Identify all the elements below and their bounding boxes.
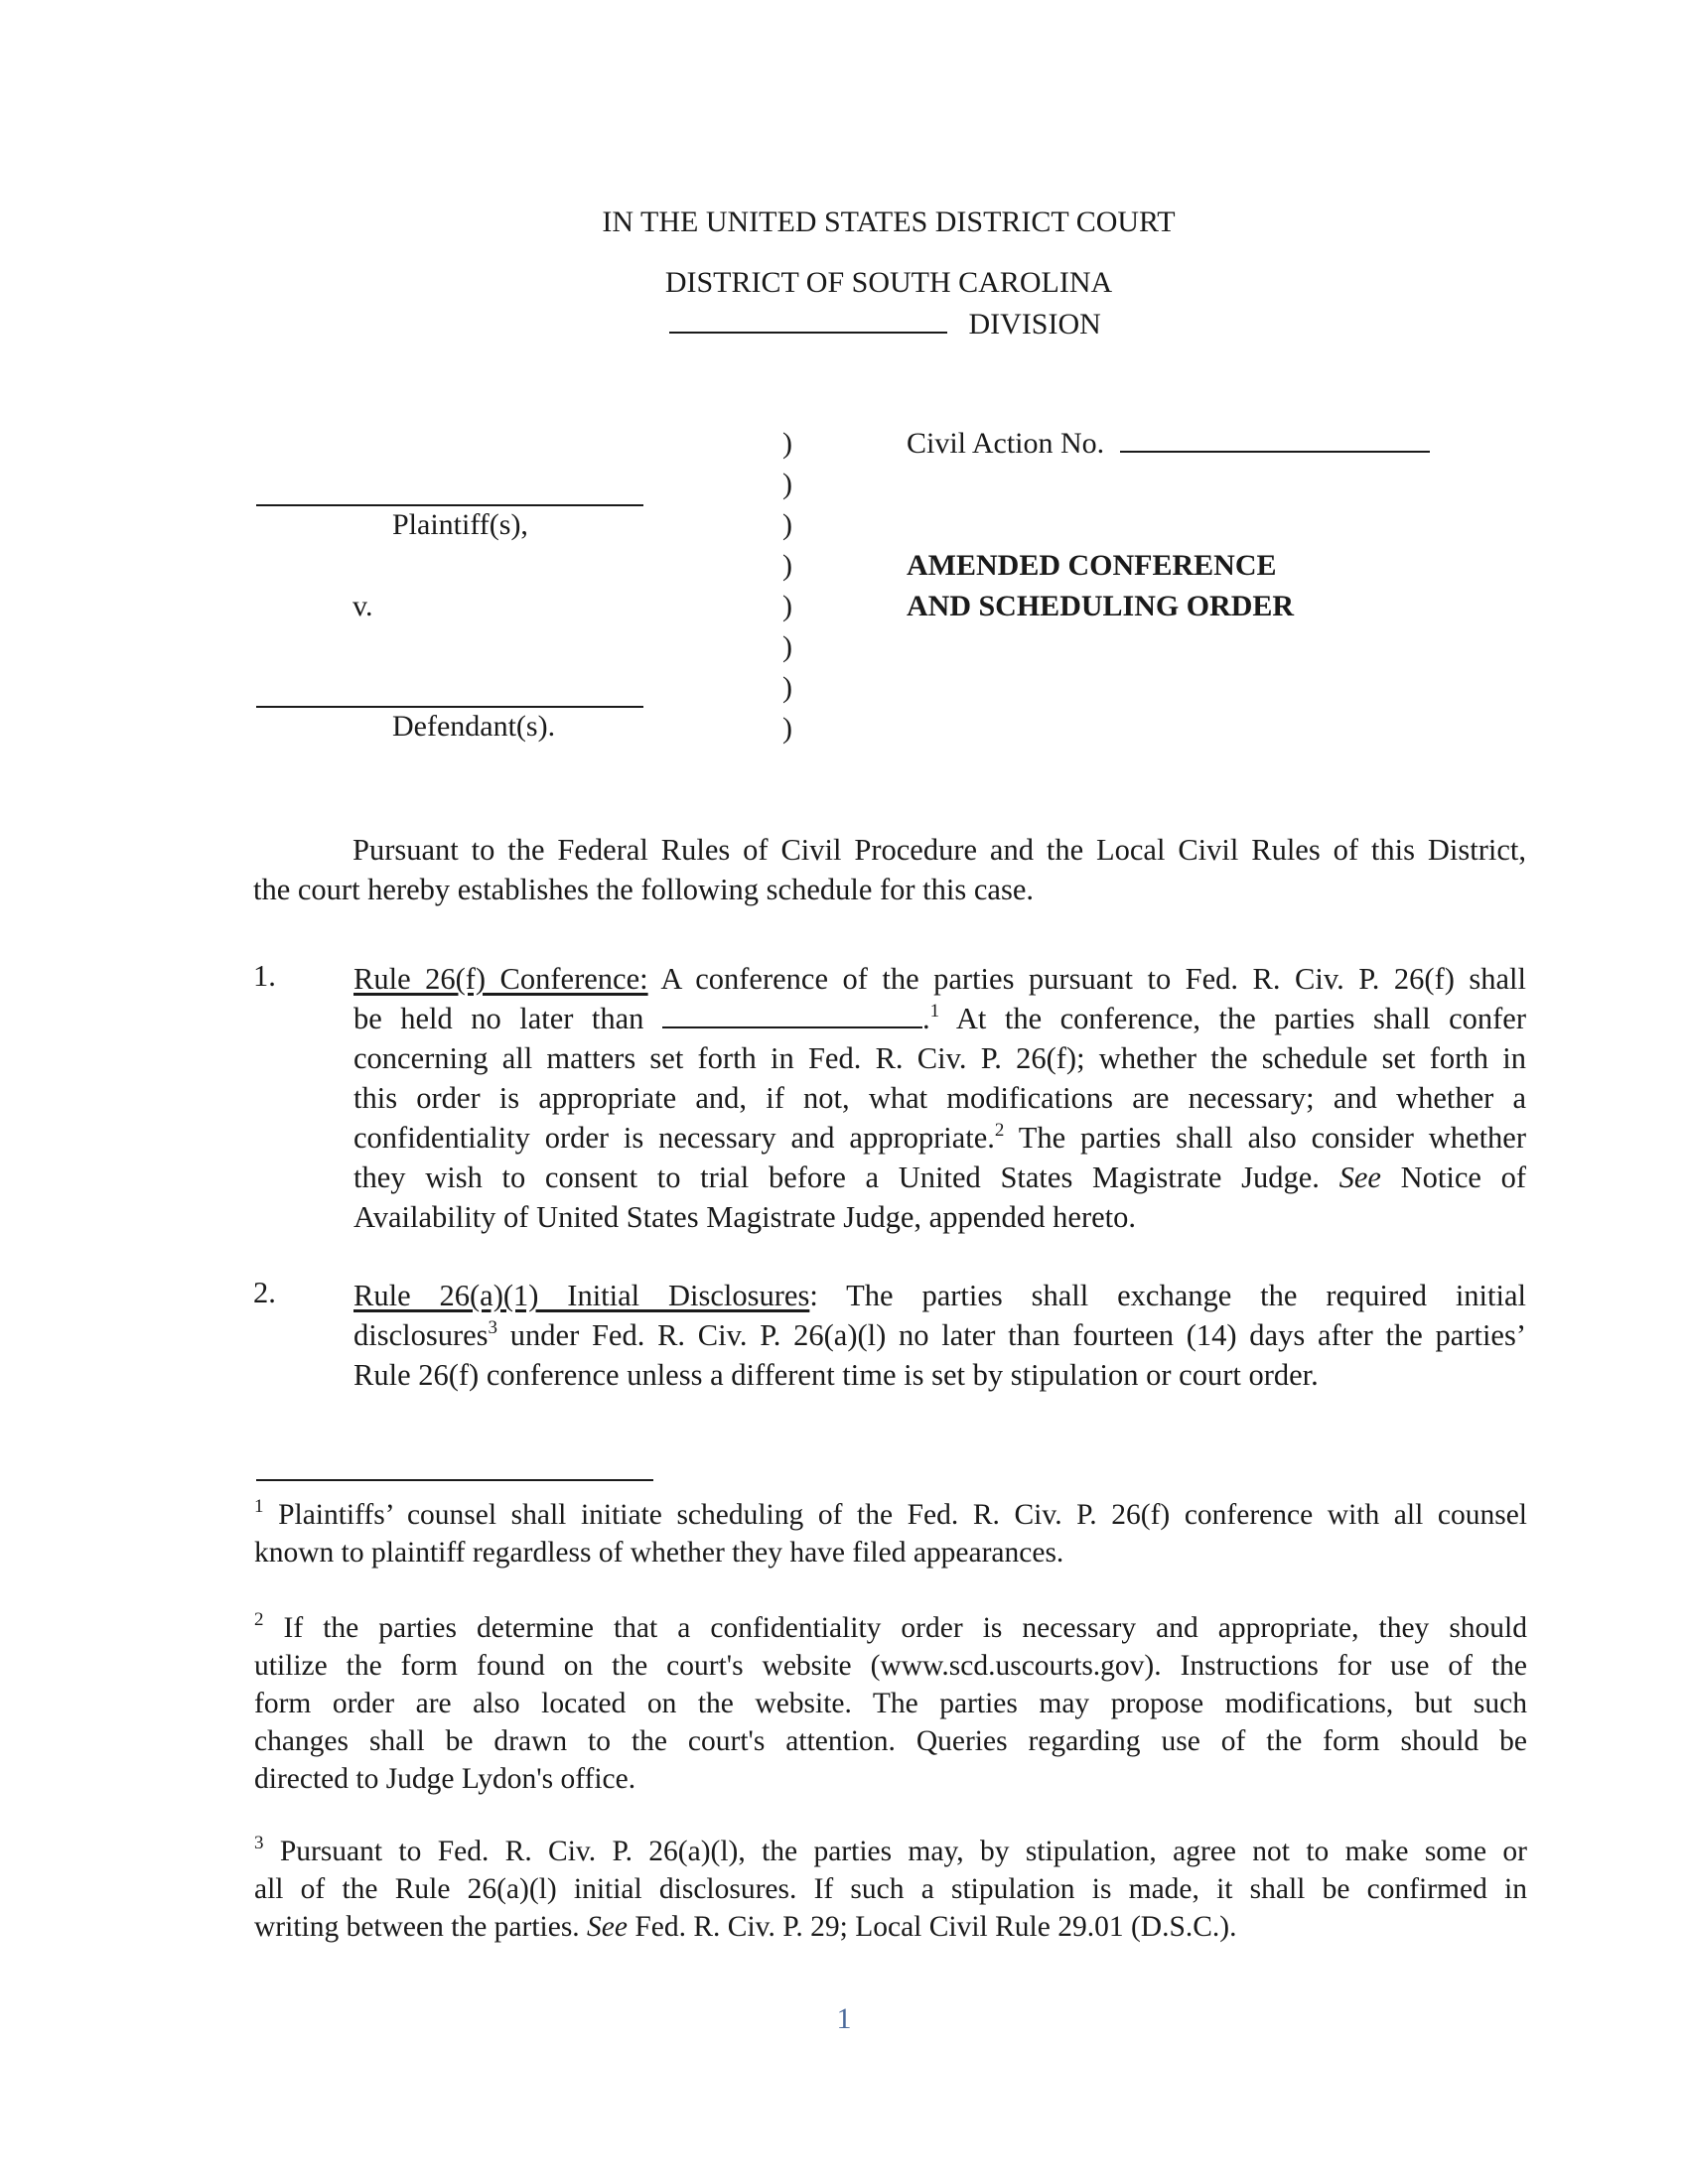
footnote-text: If the parties determine that a confidentiality order is necessary and appropriate, they should — [263, 1612, 1527, 1644]
item-text: Notice of — [1400, 1160, 1526, 1194]
caption-paren: ) — [782, 590, 792, 622]
civil-action-blank[interactable] — [1120, 451, 1430, 453]
footnote-text: all of the Rule 26(a)(l) initial disclosures. If such a stipulation is made, it shall be confirmed in — [254, 1873, 1527, 1905]
item-text: they wish to consent to trial before a United States Magistrate Judge. — [353, 1160, 1320, 1194]
caption-paren: ) — [782, 427, 792, 460]
item-number: 2. — [253, 1276, 276, 1309]
division-line — [669, 308, 1101, 341]
footnote-text: writing between the parties. — [254, 1911, 580, 1943]
item-text: Rule 26(f) conference unless a different time is set by stipulation or court order. — [353, 1358, 1319, 1392]
footnote-text: Fed. R. Civ. P. 29; Local Civil Rule 29.01 (D.S.C.). — [627, 1911, 1237, 1943]
item-heading: Rule 26(f) Conference: — [353, 962, 648, 996]
item-text: this order is appropriate and, if not, what modifications are necessary; and whether a — [353, 1081, 1526, 1115]
plaintiff-label: Plaintiff(s), — [392, 508, 528, 541]
item-text: under Fed. R. Civ. P. 26(a)(l) no later than fourteen (14) days after the parties’ — [497, 1318, 1526, 1352]
item-rule-26f-conference: Rule 26(f) Conference: A conference of the parties pursuant to Fed. R. Civ. P. 26(f) shall be held no later than .$^1$ At the conference, the parties shall confer concerning all matters set forth in Fed. R. Civ. P. 26(f); whether the schedule set forth in this order is appropriate and, if not, what modifications are necessary; and whether a confidentiality order is necessary and appropriate.$^2$ The parties shall also consider whether they wish to consent to trial before a United States Magistrate Judge. See Notice of Availability of United States Magistrate Judge, appended hereto. — [353, 959, 1526, 1237]
footnote-text: changes shall be drawn to the court's attention. Queries regarding use of the form should be — [254, 1725, 1527, 1757]
item-text: Availability of United States Magistrate Judge, appended hereto. — [353, 1200, 1136, 1234]
item-text: disclosures — [353, 1318, 489, 1352]
caption-paren: ) — [782, 549, 792, 582]
district-name: DISTRICT OF SOUTH CAROLINA — [664, 266, 1113, 299]
item-text: A conference of the parties pursuant to Fed. R. Civ. P. 26(f) shall — [647, 962, 1526, 996]
conference-date-blank[interactable] — [662, 1026, 922, 1028]
caption-paren: ) — [782, 712, 792, 745]
item-heading: Rule 26(a)(1) Initial Disclosures — [353, 1279, 810, 1312]
item-text: At the conference, the parties shall confer — [955, 1002, 1526, 1035]
intro-paragraph — [253, 830, 1526, 909]
footnote-text: form order are also located on the website. The parties may propose modifications, but such — [254, 1688, 1527, 1719]
item-text: be held no later than — [353, 1002, 644, 1035]
caption-paren: ) — [782, 630, 792, 663]
division-blank[interactable] — [669, 332, 947, 334]
division-label: DIVISION — [968, 308, 1101, 341]
footnote-text: Pursuant to Fed. R. Civ. P. 26(a)(l), the parties may, by stipulation, agree not to make some or — [263, 1836, 1527, 1867]
caption-paren: ) — [782, 468, 792, 500]
plaintiff-blank[interactable] — [256, 504, 643, 506]
page-number: 1 — [836, 2002, 852, 2035]
civil-action-line — [907, 427, 1430, 461]
order-title-line1: AMENDED CONFERENCE — [907, 549, 1277, 582]
footnote-3 — [254, 1833, 1527, 1946]
defendant-blank[interactable] — [256, 706, 643, 708]
item-text: : The parties shall exchange the required initial — [809, 1279, 1526, 1312]
item-text: confidentiality order is necessary and appropriate. — [353, 1121, 995, 1155]
footnote-mark: 3 — [254, 1833, 264, 1853]
item-number: 1. — [253, 959, 276, 993]
footnote-separator — [256, 1479, 653, 1481]
footnote-text: utilize the form found on the court's website (www.scd.uscourts.gov). Instructions for use of the — [254, 1650, 1527, 1682]
item-text: concerning all matters set forth in Fed. R. Civ. P. 26(f); whether the schedule set forth in — [353, 1041, 1526, 1075]
caption-paren: ) — [782, 671, 792, 704]
court-name: IN THE UNITED STATES DISTRICT COURT — [602, 205, 1176, 238]
caption-paren: ) — [782, 508, 792, 541]
footnote-2 — [254, 1609, 1527, 1798]
footnote-ref-2[interactable]: 2 — [994, 1120, 1005, 1141]
item-text: The parties shall also consider whether — [1004, 1121, 1526, 1155]
footnote-mark: 2 — [254, 1609, 264, 1630]
intro-line: Pursuant to the Federal Rules of Civil Procedure and the Local Civil Rules of this District, — [352, 833, 1526, 867]
footnote-mark: 1 — [254, 1496, 264, 1517]
footnote-ref-1[interactable]: 1 — [929, 1001, 940, 1022]
see-signal: See — [587, 1911, 628, 1943]
civil-action-label: Civil Action No. — [907, 427, 1105, 460]
defendant-label: Defendant(s). — [392, 710, 556, 743]
versus-label: v. — [352, 590, 373, 622]
footnote-ref-3[interactable]: 3 — [488, 1317, 498, 1338]
see-signal: See — [1338, 1160, 1381, 1194]
order-title-line2: AND SCHEDULING ORDER — [907, 590, 1295, 622]
footnote-text: directed to Judge Lydon's office. — [254, 1763, 636, 1795]
item-initial-disclosures — [353, 1276, 1526, 1395]
footnote-1 — [254, 1496, 1527, 1571]
footnote-text: Plaintiffs’ counsel shall initiate scheduling of the Fed. R. Civ. P. 26(f) conference with all counsel — [263, 1499, 1527, 1531]
footnote-text: known to plaintiff regardless of whether they have filed appearances. — [254, 1537, 1064, 1569]
intro-line: the court hereby establishes the following schedule for this case. — [253, 873, 1034, 906]
